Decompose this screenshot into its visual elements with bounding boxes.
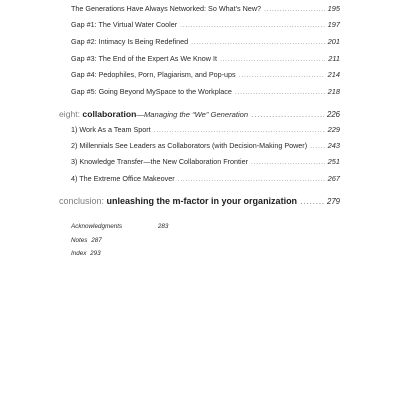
toc-entry-page: 195 bbox=[327, 4, 340, 13]
chapter-heading-text bbox=[59, 109, 248, 119]
toc-entry bbox=[71, 4, 340, 13]
toc-entry-title: 4) The Extreme Office Makeover bbox=[71, 174, 175, 183]
toc-entry bbox=[71, 54, 340, 63]
toc-entry bbox=[71, 174, 340, 183]
dot-leader bbox=[180, 21, 325, 28]
chapter-number: eight: bbox=[59, 109, 81, 119]
dot-leader bbox=[154, 126, 325, 133]
toc-entry-title: The Generations Have Always Networked: So What’s New? bbox=[71, 4, 262, 13]
conclusion-title: unleashing the m-factor in your organization bbox=[106, 196, 298, 206]
chapter-heading bbox=[59, 109, 340, 119]
chapter-title: collaboration bbox=[82, 109, 137, 119]
toc-entry-title: 3) Knowledge Transfer—the New Collaboration Frontier bbox=[71, 157, 248, 166]
toc-entry-page: 214 bbox=[327, 70, 340, 79]
dot-leader bbox=[178, 175, 325, 182]
toc-entry-title: Gap #2: Intimacy Is Being Redefined bbox=[71, 37, 189, 46]
dot-leader bbox=[235, 88, 325, 95]
conclusion-heading bbox=[59, 196, 340, 206]
conclusion-page: 279 bbox=[326, 197, 340, 206]
toc-entry-title: Gap #4: Pedophiles, Porn, Plagiarism, and Pop-ups bbox=[71, 70, 236, 79]
toc-entry-page: 229 bbox=[327, 125, 340, 134]
back-matter-title: Index bbox=[71, 250, 87, 257]
toc-entry-page: 211 bbox=[328, 54, 340, 63]
toc-entry bbox=[71, 87, 340, 96]
back-matter-entry bbox=[71, 237, 102, 244]
toc-entry-title: 2) Millennials See Leaders as Collaborators (with Decision-Making Power) bbox=[71, 141, 308, 150]
dot-leader bbox=[191, 38, 325, 45]
back-matter-title: Notes bbox=[71, 237, 88, 244]
toc-entry bbox=[71, 70, 340, 79]
back-matter-entry bbox=[71, 250, 101, 257]
back-matter-page: 283 bbox=[157, 223, 169, 230]
toc-entry-title: Gap #3: The End of the Expert As We Know It bbox=[71, 54, 217, 63]
back-matter-page: 287 bbox=[91, 237, 102, 244]
toc-entry-title: 1) Work As a Team Sport bbox=[71, 125, 151, 134]
dot-leader bbox=[220, 55, 325, 62]
toc-entry-page: 197 bbox=[327, 20, 340, 29]
dot-leader bbox=[264, 5, 325, 12]
dot-leader bbox=[239, 71, 325, 78]
dot-leader bbox=[310, 142, 325, 149]
toc-entry bbox=[71, 125, 340, 134]
chapter-page: 226 bbox=[326, 110, 340, 119]
toc-entry-page: 201 bbox=[327, 37, 340, 46]
toc-entry bbox=[71, 157, 340, 166]
toc-entry bbox=[71, 141, 340, 150]
toc-entry-title: Gap #5: Going Beyond MySpace to the Workplace bbox=[71, 87, 232, 96]
toc-entry-page: 243 bbox=[327, 141, 340, 150]
conclusion-heading-text bbox=[59, 196, 297, 206]
dot-leader bbox=[251, 110, 324, 119]
chapter-subtitle: —Managing the “We” Generation bbox=[136, 110, 249, 119]
toc-entry-title: Gap #1: The Virtual Water Cooler bbox=[71, 20, 178, 29]
back-matter-title: Acknowledgments bbox=[71, 223, 123, 230]
toc-entry-page: 267 bbox=[327, 174, 340, 183]
dot-leader bbox=[251, 158, 325, 165]
toc-entry bbox=[71, 20, 340, 29]
back-matter-entry bbox=[71, 223, 168, 230]
toc-entry-page: 218 bbox=[327, 87, 340, 96]
back-matter-page: 293 bbox=[90, 250, 101, 257]
toc-entry bbox=[71, 37, 340, 46]
dot-leader bbox=[300, 197, 324, 206]
toc-entry-page: 251 bbox=[327, 157, 340, 166]
conclusion-label: conclusion: bbox=[59, 196, 105, 206]
